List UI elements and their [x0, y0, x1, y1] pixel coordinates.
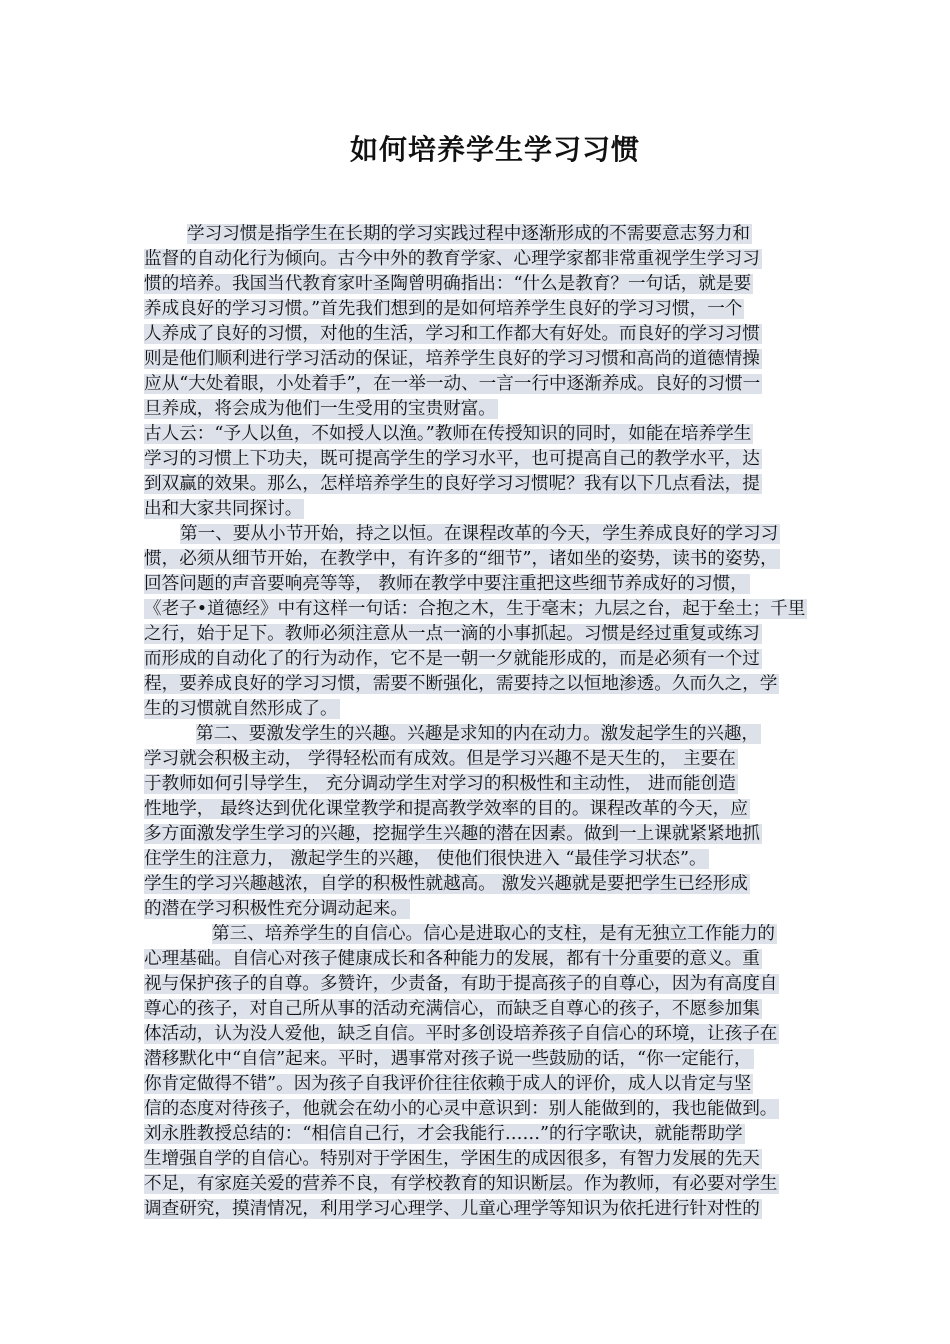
text-line: 调查研究，摸清情况，利用学习心理学、儿童心理学等知识为依托进行针对性的 — [144, 1199, 760, 1219]
text-line: 到双赢的效果。那么，怎样培养学生的良好学习习惯呢？我有以下几点看法，提 — [144, 474, 760, 494]
text-line: 学习的习惯上下功夫，既可提高学生的学习水平，也可提高自己的教学水平，达 — [144, 449, 760, 469]
text-line: 养成良好的学习习惯。”首先我们想到的是如何培养学生良好的学习习惯，一个 — [144, 299, 743, 319]
text-line: 第一、要从小节开始，持之以恒。在课程改革的今天，学生养成良好的学习习 — [180, 524, 779, 544]
text-line: 信的态度对待孩子，他就会在幼小的心灵中意识到：别人能做到的，我也能做到。 — [144, 1099, 778, 1119]
text-line: 而形成的自动化了的行为动作，它不是一朝一夕就能形成的，而是必须有一个过 — [144, 649, 760, 669]
text-line: 不足，有家庭关爱的营养不良，有学校教育的知识断层。作为教师，有必要对学生 — [144, 1174, 778, 1194]
text-line: 程，要养成良好的学习习惯，需要不断强化，需要持之以恒地渗透。久而久之，学 — [144, 674, 778, 694]
text-line: 体活动，认为没人爱他，缺乏自信。平时多创设培养孩子自信心的环境，让孩子在 — [144, 1024, 778, 1044]
text-line: 的潜在学习积极性充分调动起来。 — [144, 899, 408, 919]
text-line: 第三、培养学生的自信心。信心是进取心的支柱，是有无独立工作能力的 — [212, 924, 776, 944]
text-line: 刘永胜教授总结的：“相信自己行，才会我能行……”的行字歌诀，就能帮助学 — [144, 1124, 743, 1144]
text-line: 心理基础。自信心对孩子健康成长和各种能力的发展，都有十分重要的意义。重 — [144, 949, 760, 969]
text-line: 视与保护孩子的自尊。多赞许，少责备，有助于提高孩子的自尊心，因为有高度自 — [144, 974, 778, 994]
text-line: 古人云：“予人以鱼，不如授人以渔。”教师在传授知识的同时，如能在培养学生 — [144, 424, 752, 444]
text-line: 学生的学习兴趣越浓，自学的积极性就越高。 激发兴趣就是要把学生已经形成 — [144, 874, 748, 894]
text-line: 回答问题的声音要响亮等等， 教师在教学中要注重把这些细节养成好的习惯， — [144, 574, 748, 594]
document-title: 如何培养学生学习习惯 — [349, 133, 640, 166]
document-body — [144, 222, 808, 1222]
text-line: 性地学， 最终达到优化课堂教学和提高教学效率的目的。课程改革的今天，应 — [144, 799, 748, 819]
text-line: 出和大家共同探讨。 — [144, 499, 303, 519]
text-line: 惯，必须从细节开始，在教学中，有许多的“细节”，诸如坐的姿势，读书的姿势， — [144, 549, 778, 569]
text-line: 第二、要激发学生的兴趣。兴趣是求知的内在动力。激发起学生的兴趣， — [196, 724, 760, 744]
text-line: 学习习惯是指学生在长期的学习实践过程中逐渐形成的不需要意志努力和 — [187, 224, 751, 244]
text-line: 则是他们顺利进行学习活动的保证，培养学生良好的学习习惯和高尚的道德情操 — [144, 349, 760, 369]
text-line: 旦养成，将会成为他们一生受用的宝贵财富。 — [144, 399, 496, 419]
text-line: 生增强自学的自信心。特别对于学困生，学困生的成因很多，有智力发展的先天 — [144, 1149, 760, 1169]
text-line: 应从“大处着眼，小处着手”，在一举一动、一言一行中逐渐养成。良好的习惯一 — [144, 374, 761, 394]
text-line: 潜移默化中“自信”起来。平时，遇事常对孩子说一些鼓励的话，“你一定能行， — [144, 1049, 752, 1069]
text-line: 多方面激发学生学习的兴趣，挖掘学生兴趣的潜在因素。做到一上课就紧紧地抓 — [144, 824, 760, 844]
text-line: 住学生的注意力， 激起学生的兴趣， 使他们很快进入 “最佳学习状态”。 — [144, 849, 707, 869]
text-line: 《老子•道德经》中有这样一句话：合抱之木，生于毫末；九层之台，起于垒土；千里 — [144, 599, 806, 619]
text-line: 监督的自动化行为倾向。古今中外的教育学家、心理学家都非常重视学生学习习 — [144, 249, 760, 269]
text-line: 生的习惯就自然形成了。 — [144, 699, 338, 719]
text-line: 尊心的孩子，对自己所从事的活动充满信心，而缺乏自尊心的孩子，不愿参加集 — [144, 999, 760, 1019]
text-line: 惯的培养。我国当代教育家叶圣陶曾明确指出：“什么是教育？一句话，就是要 — [144, 274, 752, 294]
text-line: 人养成了良好的习惯，对他的生活，学习和工作都大有好处。而良好的学习习惯 — [144, 324, 760, 344]
text-line: 之行，始于足下。教师必须注意从一点一滴的小事抓起。习惯是经过重复或练习 — [144, 624, 760, 644]
text-line: 你肯定做得不错”。因为孩子自我评价往往依赖于成人的评价，成人以肯定与坚 — [144, 1074, 752, 1094]
text-line: 学习就会积极主动， 学得轻松而有成效。但是学习兴趣不是天生的， 主要在 — [144, 749, 736, 769]
text-line: 于教师如何引导学生， 充分调动学生对学习的积极性和主动性， 进而能创造 — [144, 774, 736, 794]
